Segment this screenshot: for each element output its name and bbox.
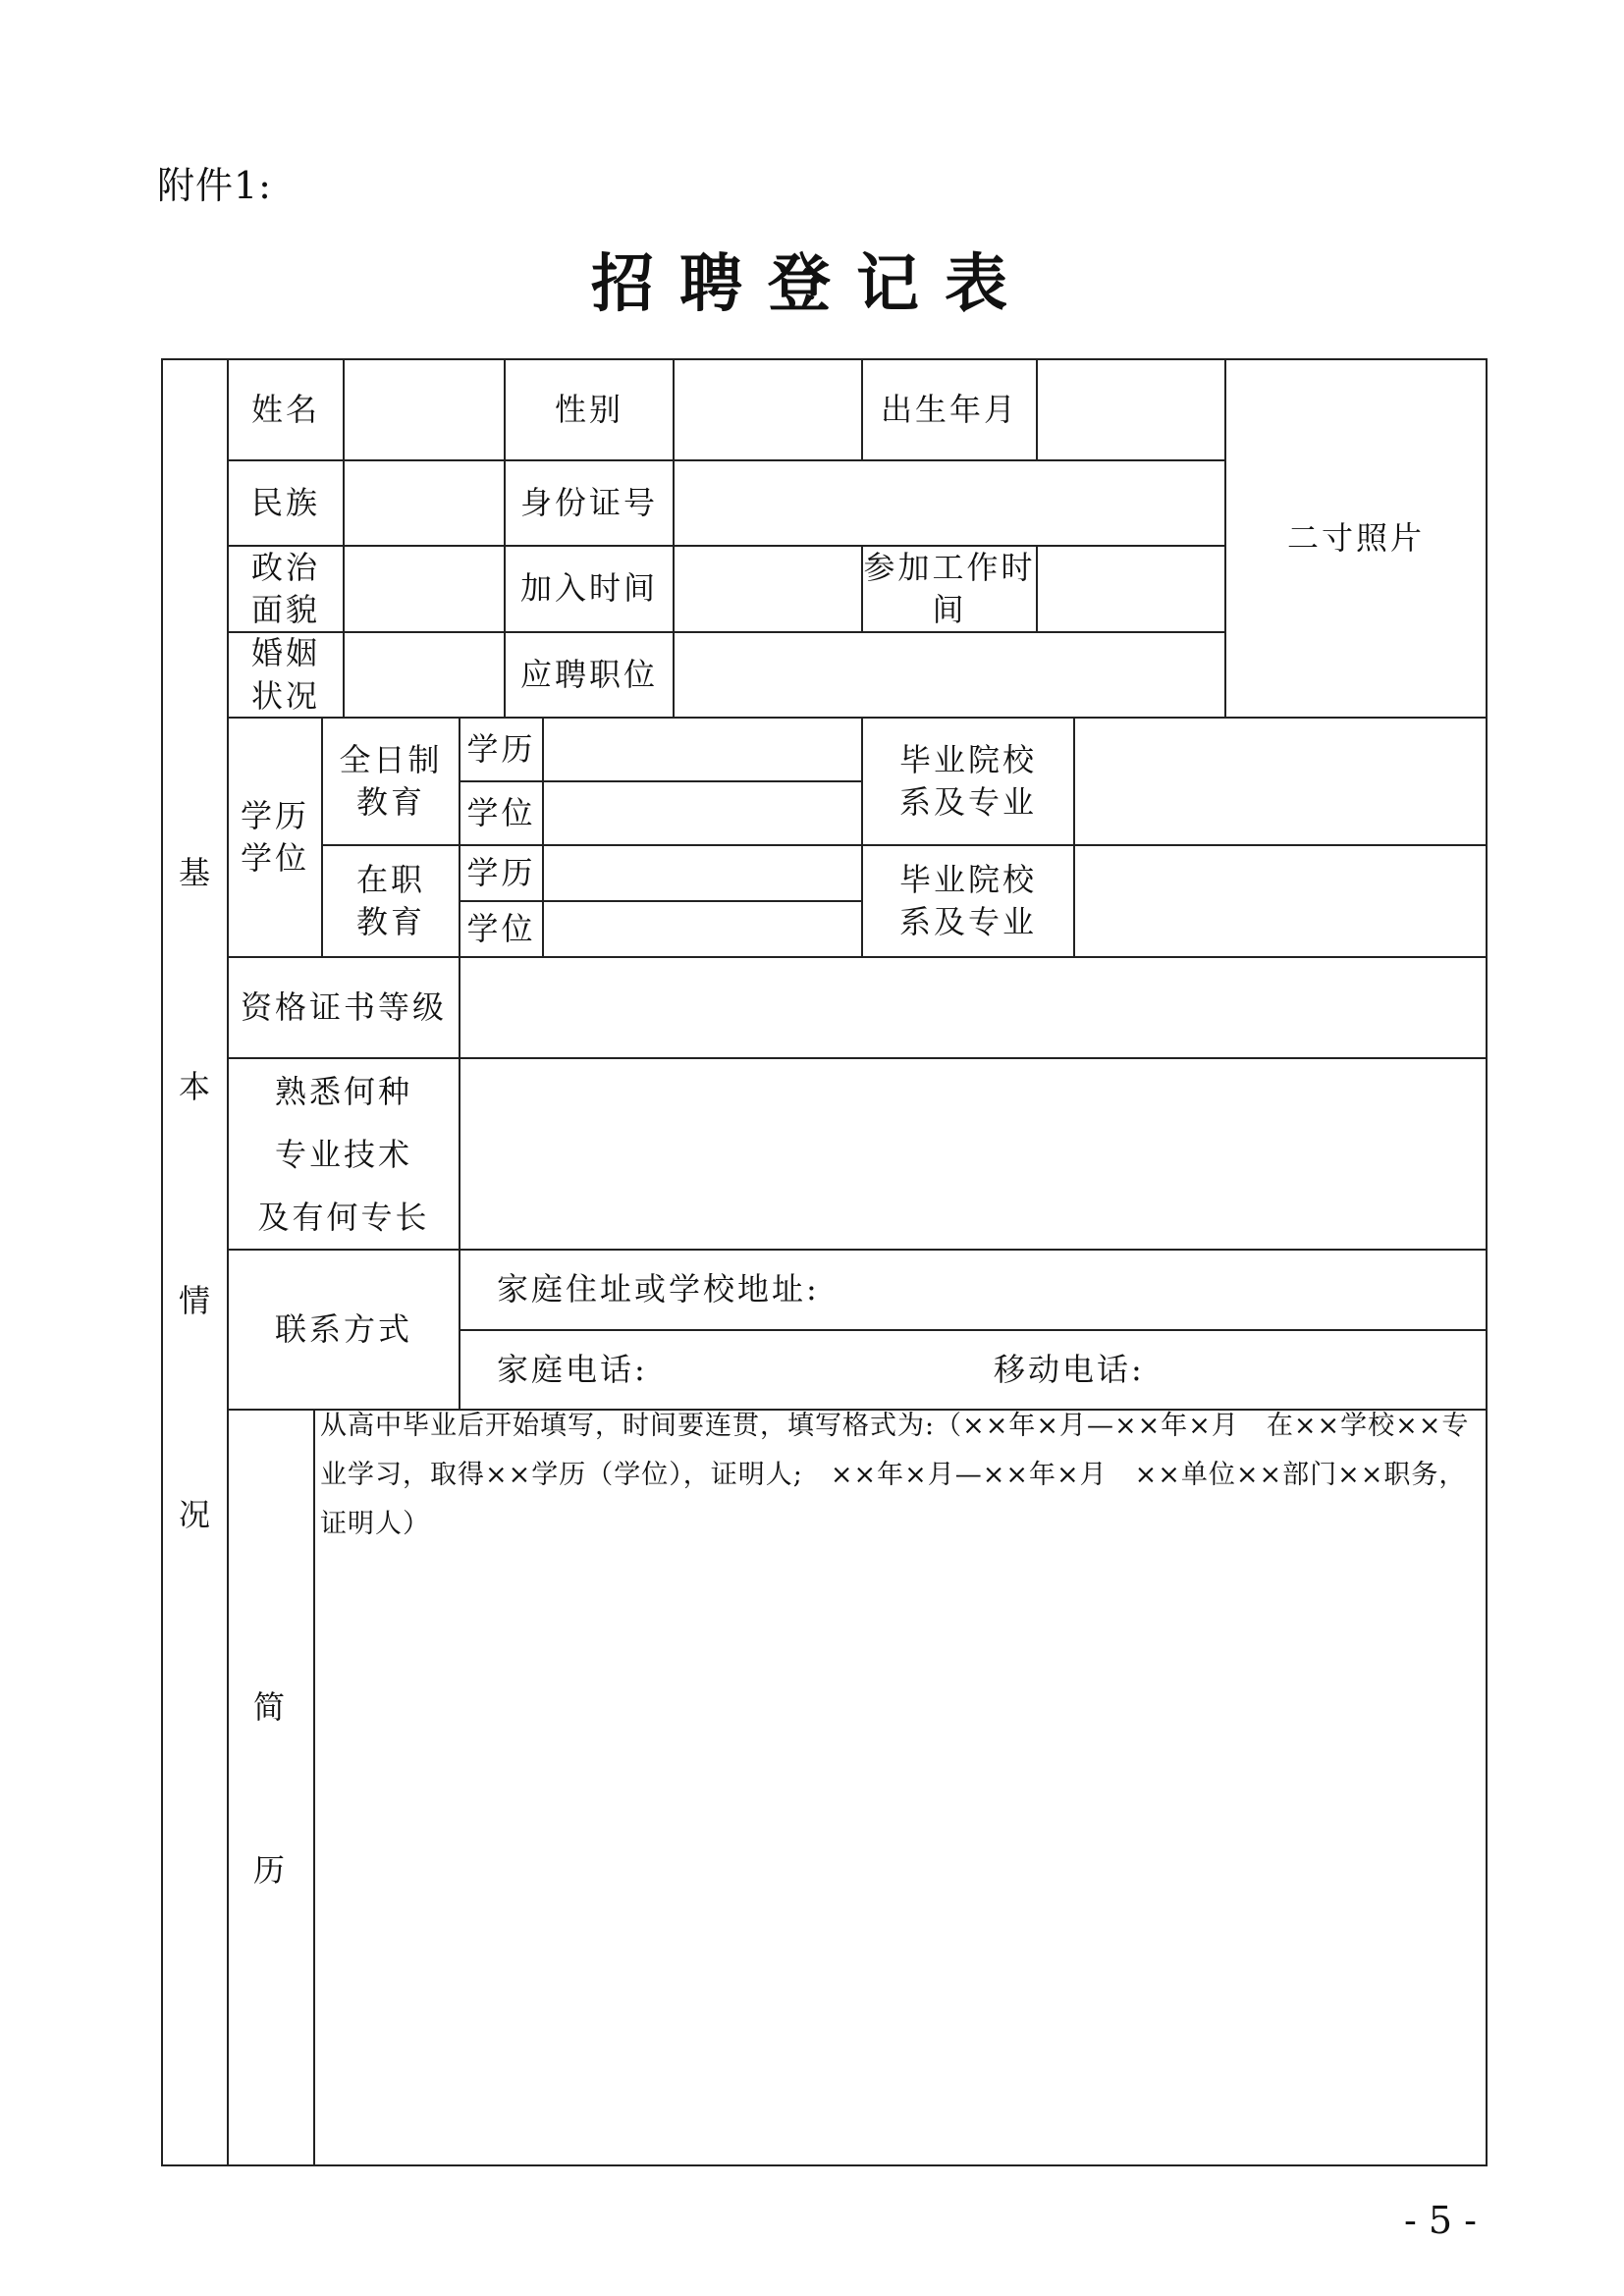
fulltime-degree-field[interactable]	[543, 781, 862, 845]
form-title: 招聘登记表	[591, 247, 1033, 321]
fulltime-school-label: 毕业院校 系及专业	[898, 740, 1037, 821]
political-label: 政治 面貌	[250, 548, 320, 628]
certificate-field[interactable]	[460, 957, 1487, 1058]
home-phone-label: 家庭电话:	[497, 1350, 648, 1388]
onjob-record-label: 学历	[466, 853, 536, 891]
home-phone-field[interactable]	[489, 1330, 980, 1410]
attachment-label: 附件1:	[157, 164, 272, 207]
page-number: - 5 -	[1403, 2199, 1477, 2242]
fulltime-degree-label: 学位	[466, 793, 536, 831]
skills-field[interactable]	[460, 1058, 1487, 1250]
section-char-3: 情	[179, 1282, 211, 1319]
education-label: 学历 学位	[240, 796, 309, 877]
position-field[interactable]	[674, 632, 1225, 718]
section-char-1: 基	[179, 854, 211, 891]
name-field[interactable]	[344, 359, 505, 460]
name-label: 姓名	[250, 390, 320, 428]
onjob-education-label: 在职 教育	[355, 860, 425, 940]
gender-field[interactable]	[674, 359, 862, 460]
marital-field[interactable]	[344, 632, 505, 718]
birth-label: 出生年月	[880, 390, 1018, 428]
resume-char-1: 简	[253, 1688, 286, 1726]
photo-box[interactable]	[1225, 359, 1487, 718]
ethnicity-label: 民族	[250, 483, 320, 521]
resume-instructions: 从高中毕业后开始填写，时间要连贯，填写格式为:（××年×月—××年×月 在××学校××专业学习，取得××学历（学位），证明人; ××年×月—××年×月 ××单位××部门××职务，证明人）	[320, 1411, 1470, 1539]
address-label: 家庭住址或学校地址:	[497, 1270, 820, 1308]
fulltime-education-label: 全日制 教育	[339, 740, 443, 821]
political-field[interactable]	[344, 546, 505, 632]
onjob-school-field[interactable]	[1074, 845, 1487, 957]
onjob-degree-field[interactable]	[543, 901, 862, 957]
section-char-4: 况	[179, 1496, 211, 1533]
onjob-record-field[interactable]	[543, 845, 862, 901]
skills-label: 熟悉何种 专业技术 及有何专长	[257, 1072, 430, 1236]
join-time-label: 加入时间	[519, 569, 658, 608]
photo-label: 二寸照片	[1286, 518, 1425, 557]
birth-field[interactable]	[1037, 359, 1225, 460]
address-field[interactable]	[489, 1250, 1487, 1330]
fulltime-record-label: 学历	[466, 729, 536, 768]
gender-label: 性别	[554, 390, 623, 428]
mobile-field[interactable]	[986, 1330, 1477, 1410]
fulltime-school-field[interactable]	[1074, 718, 1487, 845]
marital-label: 婚姻 状况	[250, 634, 320, 715]
contact-label: 联系方式	[274, 1309, 412, 1348]
section-char-2: 本	[179, 1068, 211, 1105]
fulltime-record-field[interactable]	[543, 718, 862, 781]
join-time-field[interactable]	[674, 546, 862, 632]
resume-char-2: 历	[253, 1851, 286, 1889]
resume-field[interactable]	[320, 1402, 1485, 1549]
position-label: 应聘职位	[519, 655, 658, 693]
id-number-field[interactable]	[674, 460, 1225, 546]
onjob-school-label: 毕业院校 系及专业	[898, 860, 1037, 940]
certificate-label: 资格证书等级	[240, 988, 447, 1026]
ethnicity-field[interactable]	[344, 460, 505, 546]
work-start-field[interactable]	[1037, 546, 1225, 632]
id-number-label: 身份证号	[519, 483, 658, 521]
onjob-degree-label: 学位	[466, 909, 536, 947]
work-start-label: 参加工作时 间	[863, 548, 1036, 628]
mobile-label: 移动电话:	[994, 1350, 1145, 1388]
